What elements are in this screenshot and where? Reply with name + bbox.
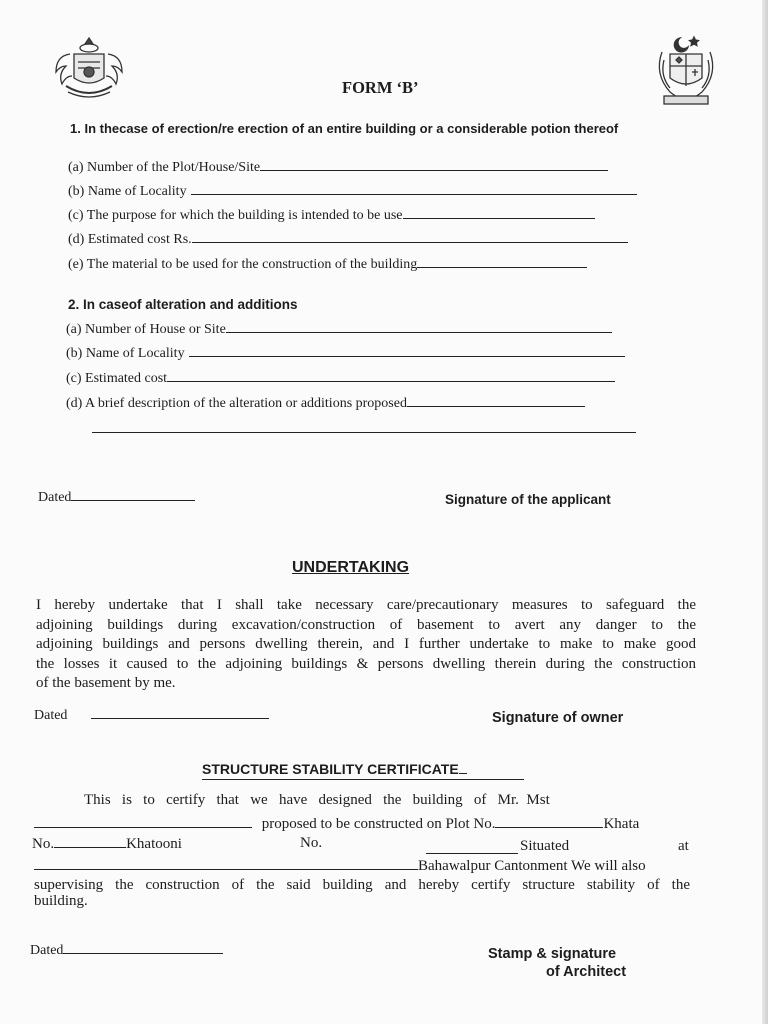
plot-no-label: proposed to be constructed on Plot No. <box>261 816 496 832</box>
alteration-description-field[interactable] <box>66 394 585 412</box>
khatooni-label: Khatooni <box>126 836 182 852</box>
undertaking-line-3: adjoining buildings and persons dwelling therein, and I further undertake to make to make good <box>36 636 696 652</box>
certificate-line-2 <box>34 815 694 833</box>
owner-dated-field[interactable] <box>34 706 269 724</box>
section2-heading: 2. In caseof alteration and additions <box>68 297 298 312</box>
at-label: at <box>678 838 689 854</box>
architect-dated-input-line[interactable] <box>63 941 223 954</box>
certificate-line-3 <box>32 835 694 853</box>
material-input-line[interactable] <box>417 255 587 268</box>
locality-field[interactable] <box>68 182 637 200</box>
alteration-description-label: (d) A brief description of the alteration or additions proposed <box>66 396 407 411</box>
applicant-dated-input-line[interactable] <box>71 488 195 501</box>
applicant-dated-field[interactable] <box>38 488 195 506</box>
state-emblem-logo <box>650 32 722 108</box>
purpose-input-line[interactable] <box>403 206 595 219</box>
applicant-dated-label: Dated <box>38 490 72 505</box>
purpose-label: (c) The purpose for which the building is intended to be use <box>68 208 403 223</box>
owner-dated-label: Dated <box>34 708 68 723</box>
estimated-cost-label: (d) Estimated cost Rs. <box>68 232 192 247</box>
material-field[interactable] <box>68 255 587 273</box>
form-title: FORM ‘B’ <box>342 78 419 97</box>
plot-house-site-field[interactable] <box>68 158 608 176</box>
alteration-description-extra-line[interactable] <box>92 432 636 433</box>
certificate-title <box>202 761 467 777</box>
material-label: (e) The material to be used for the construction of the building <box>68 257 418 272</box>
owner-signature-label: Signature of owner <box>492 710 624 726</box>
stamp-signature-label: Stamp & signature <box>488 946 617 962</box>
section1-heading: 1. In thecase of erection/re erection of an entire building or a considerable potion thereof <box>70 121 619 136</box>
situated-location-input-line[interactable] <box>34 857 418 870</box>
applicant-signature-label: Signature of the applicant <box>445 492 611 507</box>
khatooni-no-label: No. <box>300 835 323 851</box>
plot-house-site-label: (a) Number of the Plot/House/Site <box>68 160 261 175</box>
undertaking-paragraph <box>36 596 696 694</box>
house-site-label: (a) Number of House or Site <box>66 322 226 337</box>
architect-label: of Architect <box>546 964 627 980</box>
house-site-input-line[interactable] <box>226 320 612 333</box>
owner-dated-input-line[interactable] <box>91 706 269 719</box>
house-site-field[interactable] <box>66 320 612 338</box>
certificate-line-1: This is to certify that we have designed the building of Mr. Mst <box>84 792 550 808</box>
alteration-cost-label: (c) Estimated cost <box>66 371 168 386</box>
estimated-cost-field[interactable] <box>68 230 628 248</box>
alteration-description-input-line[interactable] <box>407 394 585 407</box>
certificate-line-5: supervising the construction of the said building and hereby certify structure stability of the <box>34 877 690 893</box>
alteration-locality-label: (b) Name of Locality <box>66 346 185 361</box>
estimated-cost-input-line[interactable] <box>192 230 628 243</box>
certificate-line-4 <box>34 857 694 875</box>
cantonment-emblem-logo <box>50 32 128 104</box>
undertaking-line-5: of the basement by me. <box>36 675 176 691</box>
undertaking-line-2: adjoining buildings during excavation/construction of basement to avert any danger to the <box>36 616 696 633</box>
certificate-title-text: STRUCTURE STABILITY CERTIFICATE <box>202 761 459 777</box>
architect-dated-field[interactable] <box>30 941 223 959</box>
situated-label: Situated <box>520 838 570 854</box>
architect-dated-label: Dated <box>30 943 64 958</box>
khata-label: Khata <box>603 816 640 832</box>
khata-no-input-line[interactable] <box>54 835 126 848</box>
locality-input-line[interactable] <box>191 182 637 195</box>
alteration-locality-input-line[interactable] <box>189 344 625 357</box>
bahawalpur-cantonment-text: Bahawalpur Cantonment We will also <box>418 858 646 874</box>
purpose-field[interactable] <box>68 206 595 224</box>
undertaking-line-1: I hereby undertake that I shall take necessary care/precautionary measures to safeguard the <box>36 597 696 613</box>
plot-house-site-input-line[interactable] <box>260 158 608 171</box>
alteration-cost-input-line[interactable] <box>167 369 615 382</box>
alteration-cost-field[interactable] <box>66 369 615 387</box>
owner-name-input-line[interactable] <box>34 815 252 828</box>
certificate-line-6: building. <box>34 893 88 909</box>
certificate-title-underline <box>202 779 524 780</box>
locality-label: (b) Name of Locality <box>68 184 187 199</box>
page-edge-shadow <box>762 0 768 1024</box>
undertaking-title: UNDERTAKING <box>292 559 410 576</box>
alteration-locality-field[interactable] <box>66 344 625 362</box>
khatooni-no-input-line[interactable] <box>426 841 518 854</box>
undertaking-line-4: the losses it caused to the adjoining buildings & persons dwelling therein during the construction <box>36 655 696 672</box>
certificate-plot-no-input-line[interactable] <box>495 815 603 828</box>
khata-no-label: No. <box>32 836 55 852</box>
